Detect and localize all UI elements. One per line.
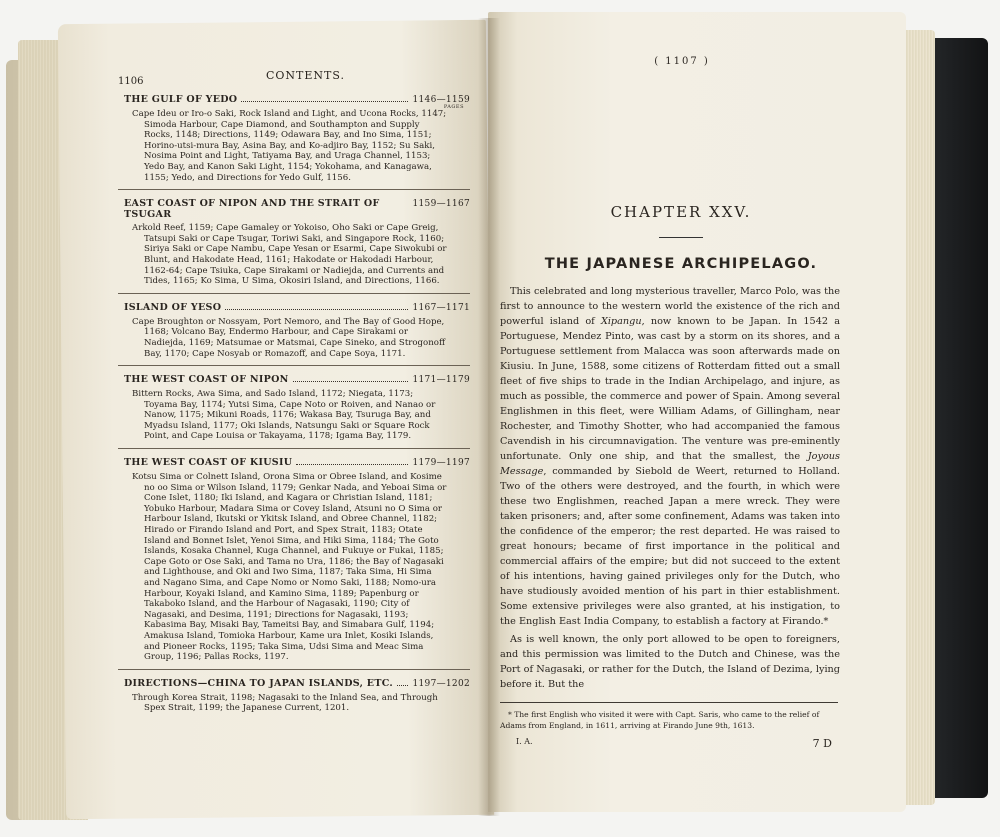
chapter-rule	[659, 237, 703, 238]
contents-page	[118, 64, 470, 720]
entry-body: Cape Ideu or Iro-o Saki, Rock Island and Light, and Ucona Rocks, 1147; Simoda Harbour, Cape Diamond, and Southampton and Supply Rocks, 1148; Directions, 1149; Odawara Bay, and Ino Sima, 1151; Horino-utsi-mura Bay, Asina Bay, and Ko-adjiro Bay, 1152; Su Saki, Nosima Point and Light, Tatiyama Bay, and Uraga Channel, 1153; Yedo Bay, and Kanon Saki Light, 1154; Yokohama, and Kanagawa, 1155; Yedo, and Directions for Yedo Gulf, 1156.	[132, 109, 447, 183]
signature-left: I. A.	[516, 737, 533, 746]
divider	[118, 189, 470, 190]
leader-dots	[225, 303, 408, 310]
entry-body: Arkold Reef, 1159; Cape Gamaley or Yokoiso, Oho Saki or Cape Greig, Tatsupi Saki or Cape Tsugar, Toriwi Saki, and Singapore Rock, 1160; Siriya Saki or Cape Nambu, Cape Yesan or Esarmi, Cape Siwokubi or Blunt, and Hakodate Head, 1161; Hakodate or Hakodadi Harbour, 1162-64; Cape Tsiuka, Cape Sirakami or Nadiejda, and Currents and Tides, 1165; Ko Sima, U Sima, Okosiri Island, and Directions, 1166.	[132, 223, 447, 287]
divider	[118, 293, 470, 294]
entry-heading-row	[118, 457, 470, 469]
running-title: CONTENTS.	[266, 69, 346, 82]
divider	[118, 365, 470, 366]
entry-heading: EAST COAST OF NIPON AND THE STRAIT OF TSUGAR	[124, 198, 380, 221]
entry-heading-row	[118, 302, 470, 314]
entry-body: Bittern Rocks, Awa Sima, and Sado Island, 1172; Niegata, 1173; Toyama Bay, 1174; Yutsi Sima, Cape Noto or Roiven, and Nanao or Nanow, 1175; Mikuni Roads, 1176; Wakasa Bay, Tsuruga Bay, and Myadsu Island, 1177; Oki Islands, Natsungu Saki or Square Rock Point, and Cape Louisa or Takayama, 1178; Igama Bay, 1179.	[132, 389, 436, 442]
divider	[118, 448, 470, 449]
entry-page-range: 1159—1167	[412, 199, 470, 210]
body-paragraph	[500, 284, 840, 629]
entry-body: Kotsu Sima or Colnett Island, Orona Sima or Obree Island, and Kosime no oo Sima or Wilson Island, 1179; Genkar Nada, and Yeboai Sima or Cone Islet, 1180; Iki Island, and Kagara or Christian Island, 1181; Yobuko Harbour, Madara Sima or Covey Island, Atsuni no O Sima or Harbour Island, Ikutski or Ykitsk Island, and Obree Channel, 1182; Hirado or Firando Island and Port, and Spex Strait, 1183; Otate Island and Bonnet Islet, Yenoi Sima, and Hiki Sima, 1184; The Goto Islands, Kosaka Channel, Kuga Channel, and Fukuye or Fukai, 1185; Cape Goto or Ose Saki, and Tama no Ura, 1186; the Bay of Nagasaki and Lighthouse, and Oki and Iwo Sima, 1187; Taka Sima, Hi Sima and Nagano Sima, and Cape Nomo or Nomo Saki, 1188; Nomo-ura Harbour, Koyaki Island, and Kamino Sima, 1189; Papenburg or Takaboko Island, and the Harbour of Nagasaki, 1190; City of Nagasaki, and Desima, 1191; Directions for Nagasaki, 1193; Kabasima Bay, Misaki Bay, Tameitsi Bay, and Simabara Gulf, 1194; Amakusa Island, Tomioka Harbour, Kame ura Inlet, Kosiki Islands, and Pioneer Rocks, 1195; Taka Sima, Udsi Sima and Meac Sima Group, 1196; Pallas Rocks, 1197.	[132, 472, 447, 663]
chapter-number: CHAPTER XXV.	[610, 203, 752, 221]
entry-heading-row	[118, 94, 470, 106]
entry-page-range: 1179—1197	[412, 458, 470, 469]
chapter-title: THE JAPANESE ARCHIPELAGO.	[544, 256, 818, 272]
entry-page-range: 1197—1202	[412, 678, 470, 689]
entry-page-range: 1167—1171	[412, 302, 470, 313]
leader-dots	[296, 458, 408, 465]
italic-text: Joyous Message	[500, 451, 840, 477]
signature-line	[500, 737, 840, 750]
contents-entry	[118, 198, 470, 287]
right-page-number: ( 1107 )	[654, 56, 710, 67]
paragraph-text: , now known to be Japan. In 1542 a Portuguese, Mendez Pinto, was cast by a storm on its shores, and a Portuguese settlement from Malacca was soon afterwards made on Kiusiu. In June, 1588, some citizens of Rotterdam fitted out a small fleet of five ships to trade in the Indian Archipelago, and injure, as much as possible, the commerce and power of Spain. Among several Englishmen in this fleet, were William Adams, of Gillingham, near Rochester, and Timothy Shotter, who had accompanied the famous Cavendish in his circumnavigation. The venture was pre-eminently unfortunate. Only one ship, and that the smallest, the	[500, 316, 840, 462]
body-paragraph: As is well known, the only port allowed to be open to foreigners, and this permission was limited to the Dutch and Chinese, was the Port of Nagasaki, or rather for the Dutch, the Island of Dezima, lying before it. But the	[500, 634, 840, 690]
pages-column-label: PAGES	[443, 104, 464, 110]
entry-page-range: 1146—1159	[412, 95, 470, 105]
footnote: * The first English who visited it were with Capt. Saris, who came to the relief of Adams from England, in 1611, arriving at Firando June 9th, 1613.	[500, 710, 820, 730]
leader-dots	[397, 679, 408, 686]
entry-heading: THE GULF OF YEDO	[124, 94, 238, 105]
paragraph-text: This celebrated and long mysterious traveller, Marco Polo, was the first to announce to the western world the existence of the rich and powerful island of	[500, 286, 840, 327]
entry-heading: THE WEST COAST OF NIPON	[124, 374, 289, 386]
contents-entry	[118, 94, 470, 183]
chapter-page	[500, 56, 840, 750]
leader-dots	[241, 95, 408, 102]
entry-body: Cape Broughton or Nossyam, Port Nemoro, and The Bay of Good Hope, 1168; Volcano Bay, Endermo Harbour, and Cape Sirakami or Nadiejda, 1169; Matsumae or Matsmai, Cape Sineko, and Strogonoff Bay, 1170; Cape Nosyab or Romazoff, and Cape Soya, 1171.	[132, 316, 446, 359]
contents-entry	[118, 678, 470, 714]
signature-right: 7 D	[812, 737, 832, 750]
entry-heading-row	[118, 374, 470, 386]
entry-heading-row	[118, 198, 470, 220]
entry-heading: DIRECTIONS—CHINA TO JAPAN ISLANDS, ETC.	[124, 677, 394, 689]
entry-page-range: 1171—1179	[412, 375, 470, 386]
italic-text: Xipangu	[600, 316, 642, 327]
left-page-number: 1106	[118, 76, 144, 87]
entry-heading-row	[118, 678, 470, 690]
entry-heading: THE WEST COAST OF KIUSIU	[124, 457, 293, 469]
divider	[118, 669, 470, 670]
entry-body: Through Korea Strait, 1198; Nagasaki to the Inland Sea, and Through Spex Strait, 1199; the Japanese Current, 1201.	[132, 692, 438, 714]
contents-entry	[118, 374, 470, 442]
footnote-rule	[500, 702, 838, 703]
leader-dots	[293, 375, 409, 382]
book-gutter	[478, 18, 500, 816]
contents-entry	[118, 302, 470, 359]
paragraph-text: , commanded by Siebold de Weert, returned to Holland. Two of the others were destroyed, and the fourth, in which were these two Englishmen, reached Japan a mere wreck. They were taken prisoners; and, after some confinement, Adams was taken into the confidence of the emperor; the rest departed. He was raised to great honours; became of first importance in the political and commercial affairs of the empire; but did not succeed to the extent of his intentions, having gained privileges only for the Dutch, who have studiously avoided mention of his part in thier establishment. Some extensive privileges were also granted, at his instigation, to the English East India Company, to establish a factory at Firando.*	[500, 466, 840, 627]
contents-entry	[118, 457, 470, 663]
entry-heading: ISLAND OF YESO	[124, 301, 222, 313]
